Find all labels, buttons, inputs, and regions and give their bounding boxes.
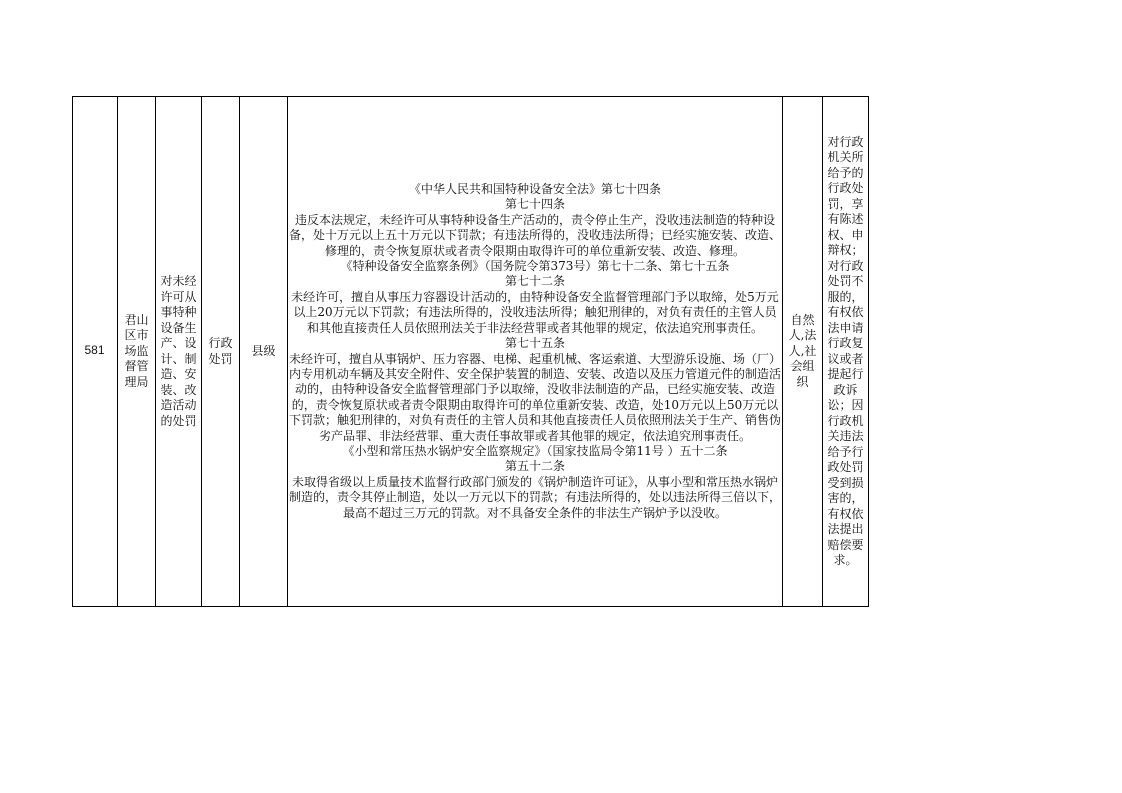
basis-article: 第五十二条 bbox=[504, 459, 565, 474]
item-name: 对未经许可从事特种设备生产、设计、制造、安装、改造活动的处罚 bbox=[160, 274, 197, 428]
remedy-rights: 对行政机关所给予的行政处罚，享有陈述权、申辩权；对行政处罚不服的，有权依法申请行政复议或者提起行政诉讼；因行政机关违法给予行政处罚受到损害的，有权依法提出赔偿要求。 bbox=[827, 134, 864, 567]
table-row bbox=[73, 97, 869, 607]
basis-body: 未取得省级以上质量技术监督行政部门颁发的《锅炉制造许可证》，从事小型和常压热水锅炉制造的，责令其停止制造，处以一万元以下的罚款；有违法所得的，处以违法所得三倍以下，最高不超过三万元的罚款。对不具备安全条件的非法生产锅炉予以没收。 bbox=[288, 474, 781, 520]
basis-article: 第七十四条 bbox=[504, 197, 565, 212]
department-name: 君山区市场监督管理局 bbox=[124, 312, 149, 389]
remedy-cell bbox=[823, 97, 869, 607]
basis-title: 《小型和常压热水锅炉安全监察规定》（国家技监局令第11号 ）五十二条 bbox=[342, 443, 728, 458]
basis-body: 未经许可，擅自从事压力容器设计活动的，由特种设备安全监督管理部门予以取缔，处5万元以上20万元以下罚款；有违法所得的，没收违法所得；触犯刑律的，对负有责任的主管人员和其他直接责任人员依照刑法关于非法经营罪或者其他罪的规定，依法追究刑事责任。 bbox=[291, 289, 779, 335]
subject-cell bbox=[783, 97, 823, 607]
department-cell bbox=[118, 97, 156, 607]
row-number-cell bbox=[73, 97, 118, 607]
basis-article: 第七十二条 bbox=[504, 274, 565, 289]
item-name-cell bbox=[156, 97, 202, 607]
legal-basis-text bbox=[288, 182, 782, 521]
basis-body: 违反本法规定，未经许可从事特种设备生产活动的，责令停止生产，没收违法制造的特种设备，处十万元以上五十万元以下罚款；有违法所得的，没收违法所得；已经实施安装、改造、修理的，责令恢复原状或者责令限期由取得许可的单位重新安装、改造、修理。 bbox=[288, 212, 781, 258]
category: 行政处罚 bbox=[208, 336, 233, 366]
applicable-subject: 自然人,法人,社会组织 bbox=[788, 312, 817, 389]
row-number: 581 bbox=[84, 343, 105, 358]
basis-body: 未经许可，擅自从事锅炉、压力容器、电梯、起重机械、客运索道、大型游乐设施、场（厂）内专用机动车辆及其安全附件、安全保护装置的制造、安装、改造以及压力管道元件的制造活动的，由特种设备安全监督管理部门予以取缔，没收非法制造的产品，已经实施安装、改造的，责令恢复原状或者责令限期由取得许可的单位重新安装、改造，处10万元以上50万元以下罚款；触犯刑律的，对负有责任的主管人员和其他直接责任人员依照刑法关于生产、销售伪劣产品罪、非法经营罪、重大责任事故罪或者其他罪的规定，依法追究刑事责任。 bbox=[288, 351, 781, 443]
basis-title: 《中华人民共和国特种设备安全法》第七十四条 bbox=[408, 182, 661, 197]
legal-basis-cell bbox=[288, 97, 783, 607]
level-cell bbox=[240, 97, 288, 607]
basis-title: 《特种设备安全监察条例》（国务院令第373号）第七十二条、第七十五条 bbox=[340, 259, 730, 274]
enforcement-table bbox=[72, 96, 869, 607]
level: 县级 bbox=[251, 343, 276, 358]
category-cell bbox=[202, 97, 240, 607]
basis-article: 第七十五条 bbox=[504, 336, 565, 351]
